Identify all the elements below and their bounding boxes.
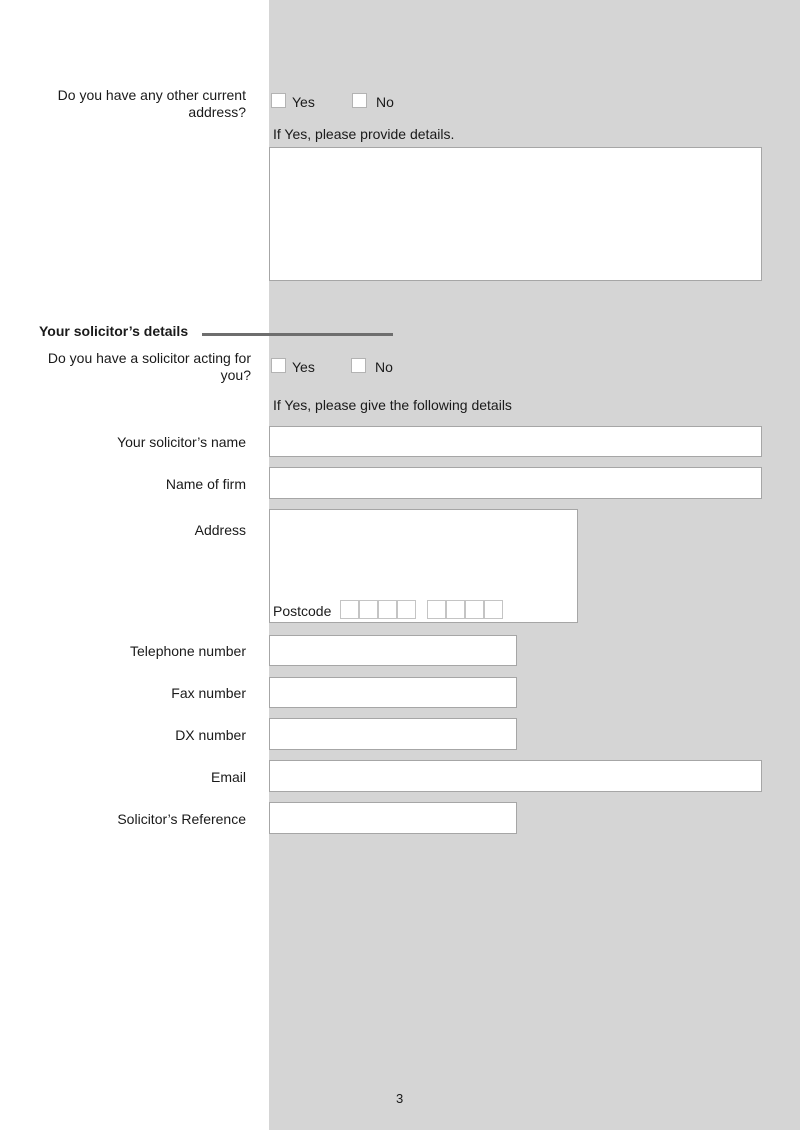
email-field[interactable]	[269, 760, 762, 792]
postcode-box[interactable]	[378, 600, 397, 619]
dx-label: DX number	[175, 727, 246, 743]
solicitor-section-title: Your solicitor’s details	[39, 323, 189, 339]
reference-field[interactable]	[269, 802, 517, 834]
solicitor-no-label: No	[375, 359, 393, 375]
fax-field[interactable]	[269, 677, 517, 708]
postcode-box[interactable]	[484, 600, 503, 619]
postcode-box[interactable]	[340, 600, 359, 619]
address-field[interactable]	[269, 509, 578, 623]
solicitor-yes-label: Yes	[292, 359, 315, 375]
postcode-box[interactable]	[446, 600, 465, 619]
reference-label: Solicitor’s Reference	[117, 811, 246, 827]
fax-label: Fax number	[171, 685, 246, 701]
solicitor-question: Do you have a solicitor acting for you?	[47, 350, 251, 383]
solicitor-yes-checkbox[interactable]	[271, 358, 286, 373]
other-address-yes-checkbox[interactable]	[271, 93, 286, 108]
postcode-box[interactable]	[465, 600, 484, 619]
other-address-details-prompt: If Yes, please provide details.	[273, 126, 455, 142]
other-address-details-field[interactable]	[269, 147, 762, 281]
firm-name-field[interactable]	[269, 467, 762, 499]
postcode-box[interactable]	[427, 600, 446, 619]
postcode-label: Postcode	[273, 603, 332, 619]
solicitor-no-checkbox[interactable]	[351, 358, 366, 373]
other-address-no-checkbox[interactable]	[352, 93, 367, 108]
solicitor-name-field[interactable]	[269, 426, 762, 457]
postcode-box[interactable]	[359, 600, 378, 619]
address-label: Address	[194, 522, 246, 538]
solicitor-name-label: Your solicitor’s name	[117, 434, 246, 450]
firm-name-label: Name of firm	[165, 476, 246, 492]
other-address-no-label: No	[376, 94, 394, 110]
other-address-question: Do you have any other current address?	[57, 87, 246, 120]
telephone-label: Telephone number	[130, 643, 246, 659]
email-label: Email	[210, 769, 246, 785]
telephone-field[interactable]	[269, 635, 517, 666]
dx-field[interactable]	[269, 718, 517, 750]
page-number: 3	[396, 1091, 404, 1106]
section-divider	[202, 333, 393, 336]
postcode-box[interactable]	[397, 600, 416, 619]
other-address-yes-label: Yes	[292, 94, 315, 110]
solicitor-details-prompt: If Yes, please give the following details	[273, 397, 512, 413]
